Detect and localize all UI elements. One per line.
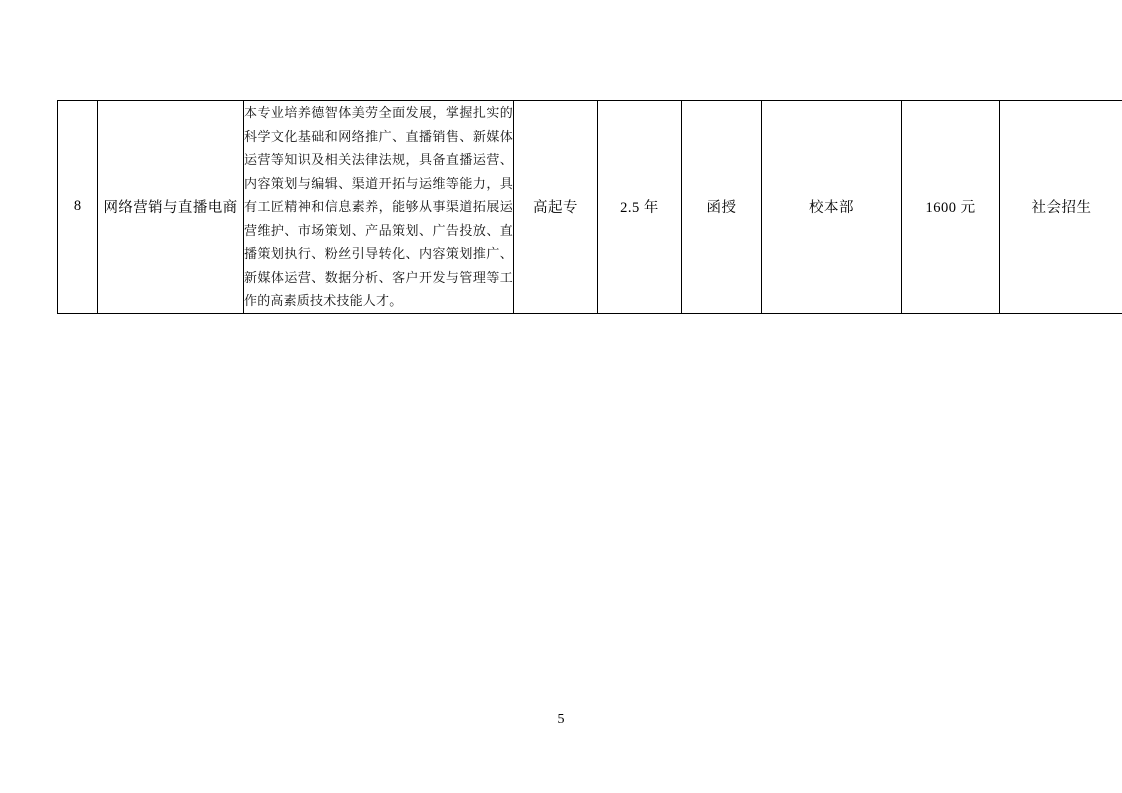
cell-major-description xyxy=(244,101,514,314)
program-table xyxy=(57,100,1122,314)
cell-enrollment-target: 社会招生 xyxy=(1000,101,1122,314)
table-row xyxy=(58,101,1122,314)
major-description-text: 本专业培养德智体美劳全面发展，掌握扎实的科学文化基础和网络推广、直播销售、新媒体运营等知识及相关法律法规，具备直播运营、内容策划与编辑、渠道开拓与运维等能力，具有工匠精神和信息素养，能够从事渠道拓展运营维护、市场策划、产品策划、广告投放、直播策划执行、粉丝引导转化、内容策划推广、新媒体运营、数据分析、客户开发与管理等工作的高素质技术技能人才。 xyxy=(244,105,513,308)
cell-tuition-fee: 1600 元 xyxy=(902,101,1000,314)
cell-campus: 校本部 xyxy=(762,101,902,314)
cell-duration: 2.5 年 xyxy=(598,101,682,314)
cell-study-mode: 函授 xyxy=(682,101,762,314)
cell-serial-number: 8 xyxy=(58,101,98,314)
cell-level: 高起专 xyxy=(514,101,598,314)
page-number: 5 xyxy=(557,712,565,727)
cell-major-name: 网络营销与直播电商 xyxy=(98,101,244,314)
